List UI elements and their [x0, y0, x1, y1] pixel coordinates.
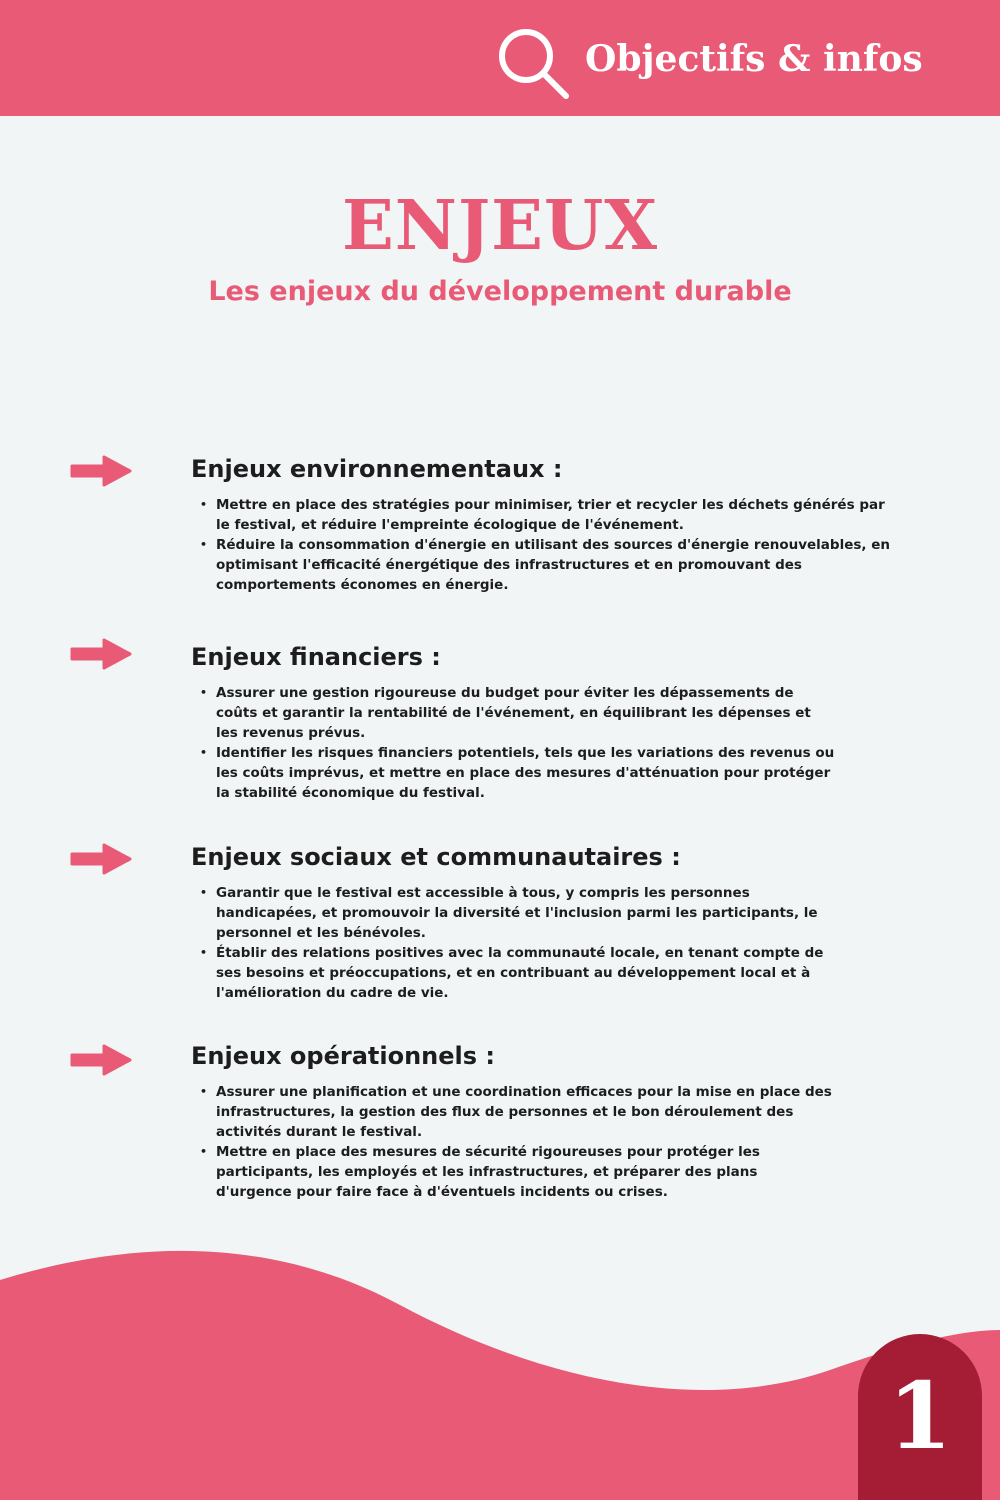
bullet-item: • Assurer une planification et une coordination efficaces pour la mise en place des infrastructures, la gestion des flux de personnes et le bon déroulement des activités durant le festival.	[196, 1082, 836, 1142]
section-heading: Enjeux sociaux et communautaires :	[191, 843, 681, 871]
section-heading: Enjeux financiers :	[191, 643, 441, 671]
bullet-item: • Mettre en place des stratégies pour minimiser, trier et recycler les déchets générés par le festival, et réduire l'empreinte écologique de l'événement.	[196, 495, 896, 535]
page-number-badge	[858, 1334, 982, 1500]
header-title: Objectifs & infos	[585, 38, 923, 80]
page-number: 1	[887, 1362, 952, 1470]
header-bar	[0, 0, 1000, 116]
section-heading: Enjeux environnementaux :	[191, 455, 563, 483]
bullet-list	[196, 683, 836, 803]
section-heading: Enjeux opérationnels :	[191, 1042, 495, 1070]
arrow-right-icon	[68, 843, 132, 875]
arrow-right-icon	[68, 1044, 132, 1076]
search-icon	[496, 26, 572, 102]
page-title: ENJEUX	[341, 186, 659, 266]
bullet-item: • Assurer une gestion rigoureuse du budget pour éviter les dépassements de coûts et garantir la rentabilité de l'événement, en équilibrant les dépenses et les revenus prévus.	[196, 683, 836, 743]
page-subtitle: Les enjeux du développement durable	[208, 276, 792, 307]
bullet-list	[196, 495, 896, 595]
arrow-right-icon	[68, 455, 132, 487]
bullet-list	[196, 1082, 836, 1202]
arrow-right-icon	[68, 638, 132, 670]
bullet-item: • Identifier les risques financiers potentiels, tels que les variations des revenus ou les coûts imprévus, et mettre en place des mesures d'atténuation pour protéger la stabilité économique du festival.	[196, 743, 836, 803]
footer-wave	[0, 1240, 1000, 1500]
bullet-list	[196, 883, 836, 1003]
bullet-item: • Mettre en place des mesures de sécurité rigoureuses pour protéger les participants, les employés et les infrastructures, et préparer des plans d'urgence pour faire face à d'éventuels incidents ou crises.	[196, 1142, 836, 1202]
bullet-item: • Réduire la consommation d'énergie en utilisant des sources d'énergie renouvelables, en optimisant l'efficacité énergétique des infrastructures et en promouvant des comportements économes en énergie.	[196, 535, 896, 595]
bullet-item: • Garantir que le festival est accessible à tous, y compris les personnes handicapées, et promouvoir la diversité et l'inclusion parmi les participants, le personnel et les bénévoles.	[196, 883, 836, 943]
bullet-item: • Établir des relations positives avec la communauté locale, en tenant compte de ses besoins et préoccupations, et en contribuant au développement local et à l'amélioration du cadre de vie.	[196, 943, 836, 1003]
